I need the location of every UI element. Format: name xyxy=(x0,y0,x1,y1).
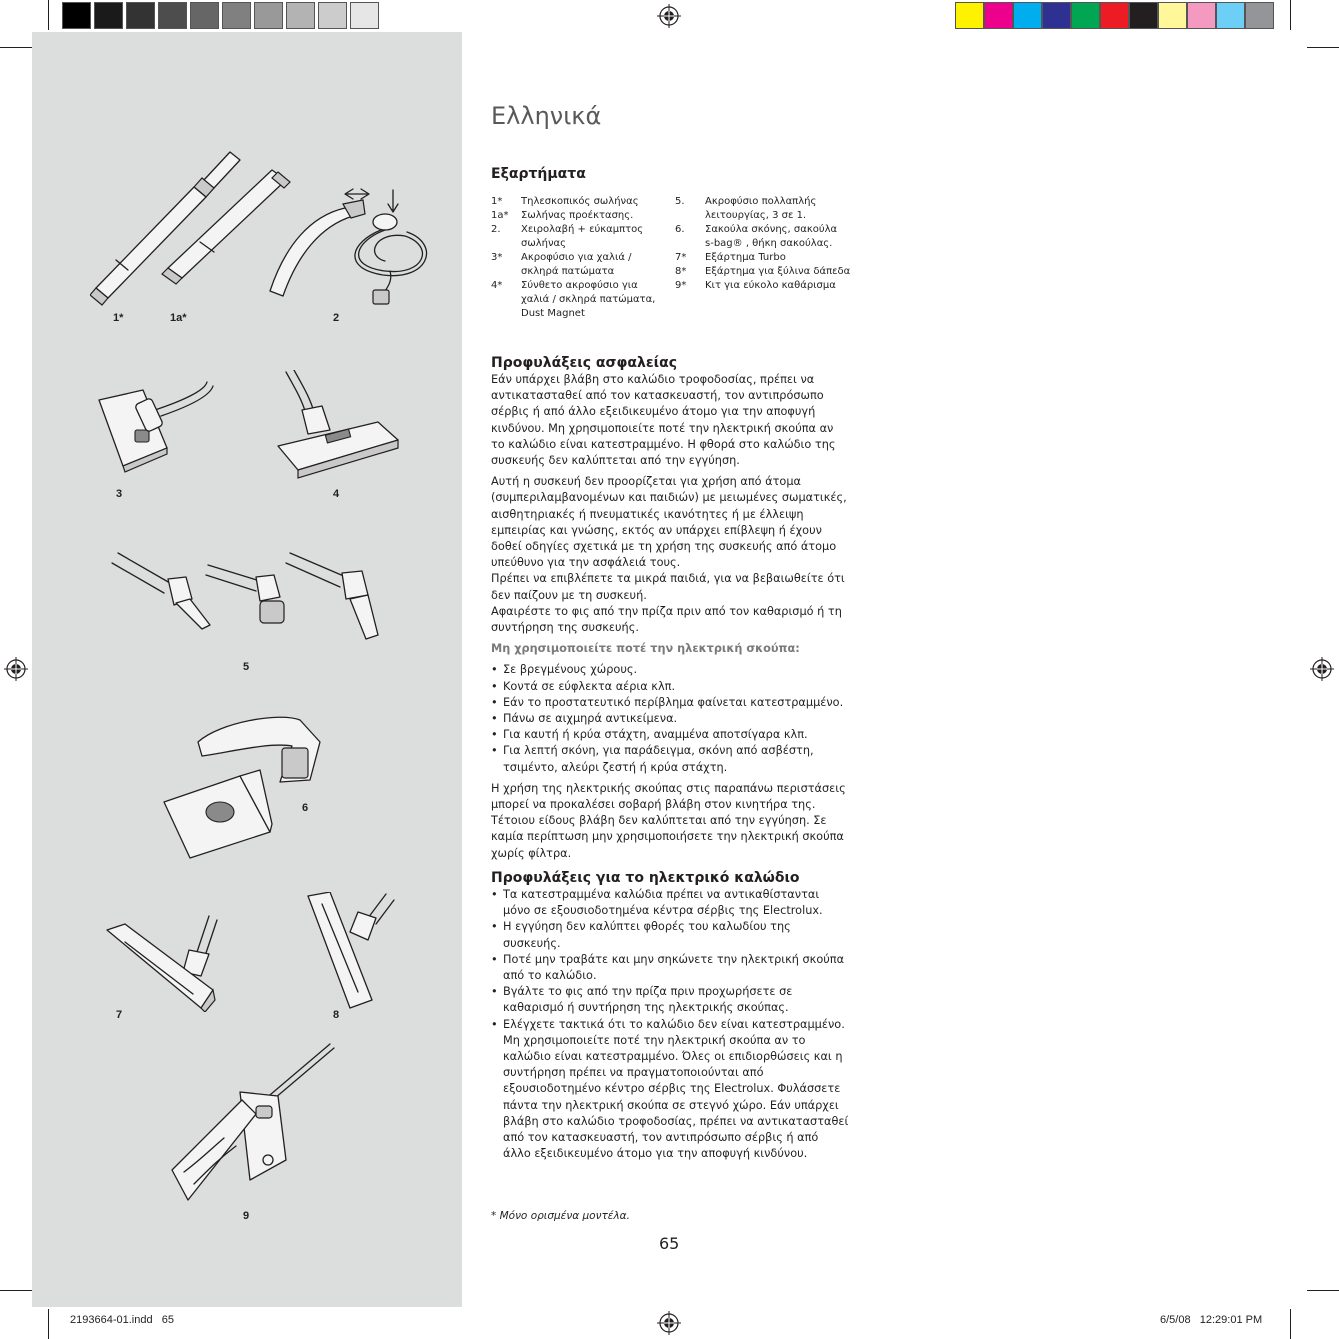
dust-bag-illustration xyxy=(160,712,330,862)
illustration-label: 4 xyxy=(333,488,340,500)
color-swatch xyxy=(1216,2,1245,29)
gray-swatch xyxy=(350,2,379,29)
cable-list xyxy=(491,887,849,1162)
list-item xyxy=(491,195,661,209)
parquet-nozzle-illustration xyxy=(302,892,397,1012)
never-use-list xyxy=(491,662,849,775)
item-number: 7* xyxy=(675,252,687,263)
illustration-label: 8 xyxy=(333,1009,340,1021)
crop-mark xyxy=(1290,0,1291,30)
registration-mark-icon xyxy=(657,1311,681,1335)
slug-date: 6/5/08 12:29:01 PM xyxy=(1160,1314,1263,1326)
crop-mark xyxy=(1307,47,1339,48)
item-number: 9* xyxy=(675,280,687,291)
list-item: • Για λεπτή σκόνη, για παράδειγμα, σκόνη από ασβέστη, τσιμέντο, αλεύρι ζεστή ή κρύα στάχτη. xyxy=(491,743,849,775)
safety-paragraph: Εάν υπάρχει βλάβη στο καλώδιο τροφοδοσίας, πρέπει να αντικατασταθεί από τον κατασκευαστή, τον αντιπρόσωπο σέρβις ή από άλλο εξειδικευμένο άτομο για την αποφυγή κινδύνου. Μη χρησιμοποιείτε ποτέ την ηλεκτρική σκούπα αν το καλώδιο είναι κατεστραμμένο. Η φθορά στο καλώδιο της συσκευής δεν καλύπτεται από την εγγύηση. xyxy=(491,373,836,468)
gray-swatch xyxy=(62,2,91,29)
list-item: • Τα κατεστραμμένα καλώδια πρέπει να αντικαθίστανται μόνο σε εξουσιοδοτημένα κέντρα σέρβις της Electrolux. xyxy=(491,887,849,919)
safety-paragraph: Αφαιρέστε το φις από την πρίζα πριν από τον καθαρισμό ή τη συντήρηση της συσκευής. xyxy=(491,604,842,635)
never-use-heading: Μη χρησιμοποιείτε ποτέ την ηλεκτρική σκούπα: xyxy=(491,642,800,656)
accessories-heading: Εξαρτήματα xyxy=(491,166,586,182)
registration-mark-icon xyxy=(1310,657,1334,681)
item-text: Κιτ για εύκολο καθάρισμα xyxy=(705,280,836,291)
registration-mark-icon xyxy=(4,657,28,681)
easy-clean-kit-illustration xyxy=(160,1040,340,1205)
item-text: Σύνθετο ακροφύσιο για χαλιά / σκληρά πατώματα, Dust Magnet xyxy=(521,280,656,319)
crop-mark xyxy=(1307,1290,1339,1291)
item-text: Σακούλα σκόνης, σακούλα s-bag® , θήκη σακούλας. xyxy=(705,224,838,249)
color-swatch xyxy=(1245,2,1274,29)
turbo-nozzle-illustration xyxy=(105,912,225,1012)
list-item xyxy=(491,209,661,223)
gray-swatch xyxy=(158,2,187,29)
color-swatch xyxy=(1071,2,1100,29)
gray-swatch xyxy=(190,2,219,29)
color-swatch xyxy=(1129,2,1158,29)
list-item xyxy=(491,223,661,251)
accessories-list-col2 xyxy=(675,195,855,293)
list-item xyxy=(491,251,661,279)
list-item: • Κοντά σε εύφλεκτα αέρια κλπ. xyxy=(491,679,849,695)
color-swatch xyxy=(1100,2,1129,29)
item-text: Ακροφύσιο για χαλιά / σκληρά πατώματα xyxy=(521,252,632,277)
item-number: 8* xyxy=(675,266,687,277)
slug-file: 2193664-01.indd 65 xyxy=(70,1314,174,1326)
safety-section xyxy=(491,355,849,867)
safety-heading: Προφυλάξεις ασφαλείας xyxy=(491,355,678,371)
footnote: * Μόνο ορισμένα μοντέλα. xyxy=(491,1210,630,1222)
item-text: Ακροφύσιο πολλαπλής λειτουργίας, 3 σε 1. xyxy=(705,196,817,221)
list-item: • Ελέγχετε τακτικά ότι το καλώδιο δεν είναι κατεστραμμένο. Μη χρησιμοποιείτε ποτέ την ηλεκτρική σκούπα αν το καλώδιο είναι κατεστραμμένο. Όλες οι επιδιορθώσεις και η συντήρηση πρέπει να πραγματοποιούνται από εξουσιοδοτημένο κέντρο σέρβις της Electrolux. Φυλάσσετε πάντα την ηλεκτρική σκούπα σε στεγνό χώρο. Εάν υπάρχει βλάβη στο καλώδιο τροφοδοσίας, πρέπει να αντικατασταθεί από τον κατασκευαστή, τον αντιπρόσωπο σέρβις ή από άλλο εξειδικευμένο άτομο για την αποφυγή κινδύνου. xyxy=(491,1017,849,1163)
item-number: 3* xyxy=(491,252,503,263)
gray-swatch xyxy=(126,2,155,29)
color-swatch xyxy=(1187,2,1216,29)
illustration-label: 9 xyxy=(243,1210,250,1222)
illustration-label: 3 xyxy=(116,488,123,500)
list-item: • Εάν το προστατευτικό περίβλημα φαίνεται κατεστραμμένο. xyxy=(491,695,849,711)
illustration-label: 2 xyxy=(333,312,340,324)
handle-hose-illustration xyxy=(255,186,445,316)
gray-swatch xyxy=(286,2,315,29)
list-item xyxy=(675,279,855,293)
list-item xyxy=(675,195,855,223)
item-number: 2. xyxy=(491,224,501,235)
item-number: 6. xyxy=(675,224,685,235)
color-swatch xyxy=(1013,2,1042,29)
carpet-floor-nozzle-illustration xyxy=(95,380,220,475)
list-item: • Η εγγύηση δεν καλύπτει φθορές του καλωδίου της συσκευής. xyxy=(491,919,849,951)
gray-swatch xyxy=(222,2,251,29)
item-text: Σωλήνας προέκτασης. xyxy=(521,210,634,221)
color-swatch xyxy=(984,2,1013,29)
list-item: • Πάνω σε αιχμηρά αντικείμενα. xyxy=(491,711,849,727)
item-number: 5. xyxy=(675,196,685,207)
illustration-label: 1* xyxy=(113,312,124,324)
item-number: 1* xyxy=(491,196,503,207)
color-swatch xyxy=(1158,2,1187,29)
cable-section xyxy=(491,870,849,1167)
color-swatch xyxy=(1042,2,1071,29)
list-item: • Ποτέ μην τραβάτε και μην σηκώνετε την ηλεκτρική σκούπα από το καλώδιο. xyxy=(491,952,849,984)
item-number: 1a* xyxy=(491,210,509,221)
list-item: • Σε βρεγμένους χώρους. xyxy=(491,662,849,678)
list-item xyxy=(675,265,855,279)
item-text: Χειρολαβή + εύκαμπτος σωλήνας xyxy=(521,224,644,249)
gray-swatch xyxy=(318,2,347,29)
item-number: 4* xyxy=(491,280,503,291)
gray-swatch xyxy=(254,2,283,29)
safety-paragraph: Η χρήση της ηλεκτρικής σκούπας στις παραπάνω περιστάσεις μπορεί να προκαλέσει σοβαρή βλάβη στον κινητήρα της. Τέτοιου είδους βλάβη δεν καλύπτεται από την εγγύηση. Σε καμία περίπτωση μην χρησιμοποιήσετε την ηλεκτρική σκούπα χωρίς φίλτρα. xyxy=(491,781,846,860)
safety-paragraph: Πρέπει να επιβλέπετε τα μικρά παιδιά, για να βεβαιωθείτε ότι δεν παίζουν με τη συσκευή. xyxy=(491,572,845,602)
illustration-label: 5 xyxy=(243,661,250,673)
color-swatch xyxy=(955,2,984,29)
accessories-list-col1 xyxy=(491,195,661,321)
crop-mark xyxy=(0,1290,32,1291)
gray-swatch xyxy=(94,2,123,29)
crop-mark xyxy=(48,0,49,30)
item-text: Τηλεσκοπικός σωλήνας xyxy=(521,196,639,207)
safety-paragraph: Αυτή η συσκευή δεν προορίζεται για χρήση από άτομα (συμπεριλαμβανομένων και παιδιών) με μειωμένες σωματικές, αισθητηριακές ή πνευματικές ικανότητες ή με έλλειψη εμπειρίας και γνώσης, εκτός αν υπάρχει επίβλεψη ή έχουν δοθεί οδηγίες σχετικά με τη χρήση της συσκευής από άτομο υπεύθυνο για την ασφάλειά τους. xyxy=(491,475,847,570)
cable-heading: Προφυλάξεις για το ηλεκτρικό καλώδιο xyxy=(491,870,800,886)
illustration-label: 1a* xyxy=(170,312,187,324)
crop-mark xyxy=(48,1309,49,1339)
crop-mark xyxy=(1290,1309,1291,1339)
list-item xyxy=(675,251,855,265)
list-item xyxy=(491,279,661,321)
combination-nozzle-illustration xyxy=(268,370,408,480)
item-text: Εξάρτημα Turbo xyxy=(705,252,786,263)
item-text: Εξάρτημα για ξύλινα δάπεδα xyxy=(705,266,851,277)
list-item: • Βγάλτε το φις από την πρίζα πριν προχωρήσετε σε καθαρισμό ή συντήρηση της ηλεκτρικής σκούπας. xyxy=(491,984,849,1016)
crop-mark xyxy=(0,47,32,48)
list-item xyxy=(675,223,855,251)
page-number: 65 xyxy=(659,1234,680,1253)
illustration-label: 6 xyxy=(302,802,309,814)
list-item: • Για καυτή ή κρύα στάχτη, αναμμένα αποτσίγαρα κλπ. xyxy=(491,727,849,743)
registration-mark-icon xyxy=(657,4,681,28)
illustration-label: 7 xyxy=(116,1009,123,1021)
multi-function-nozzle-illustration xyxy=(110,545,390,645)
page-title: Ελληνικά xyxy=(491,102,602,130)
